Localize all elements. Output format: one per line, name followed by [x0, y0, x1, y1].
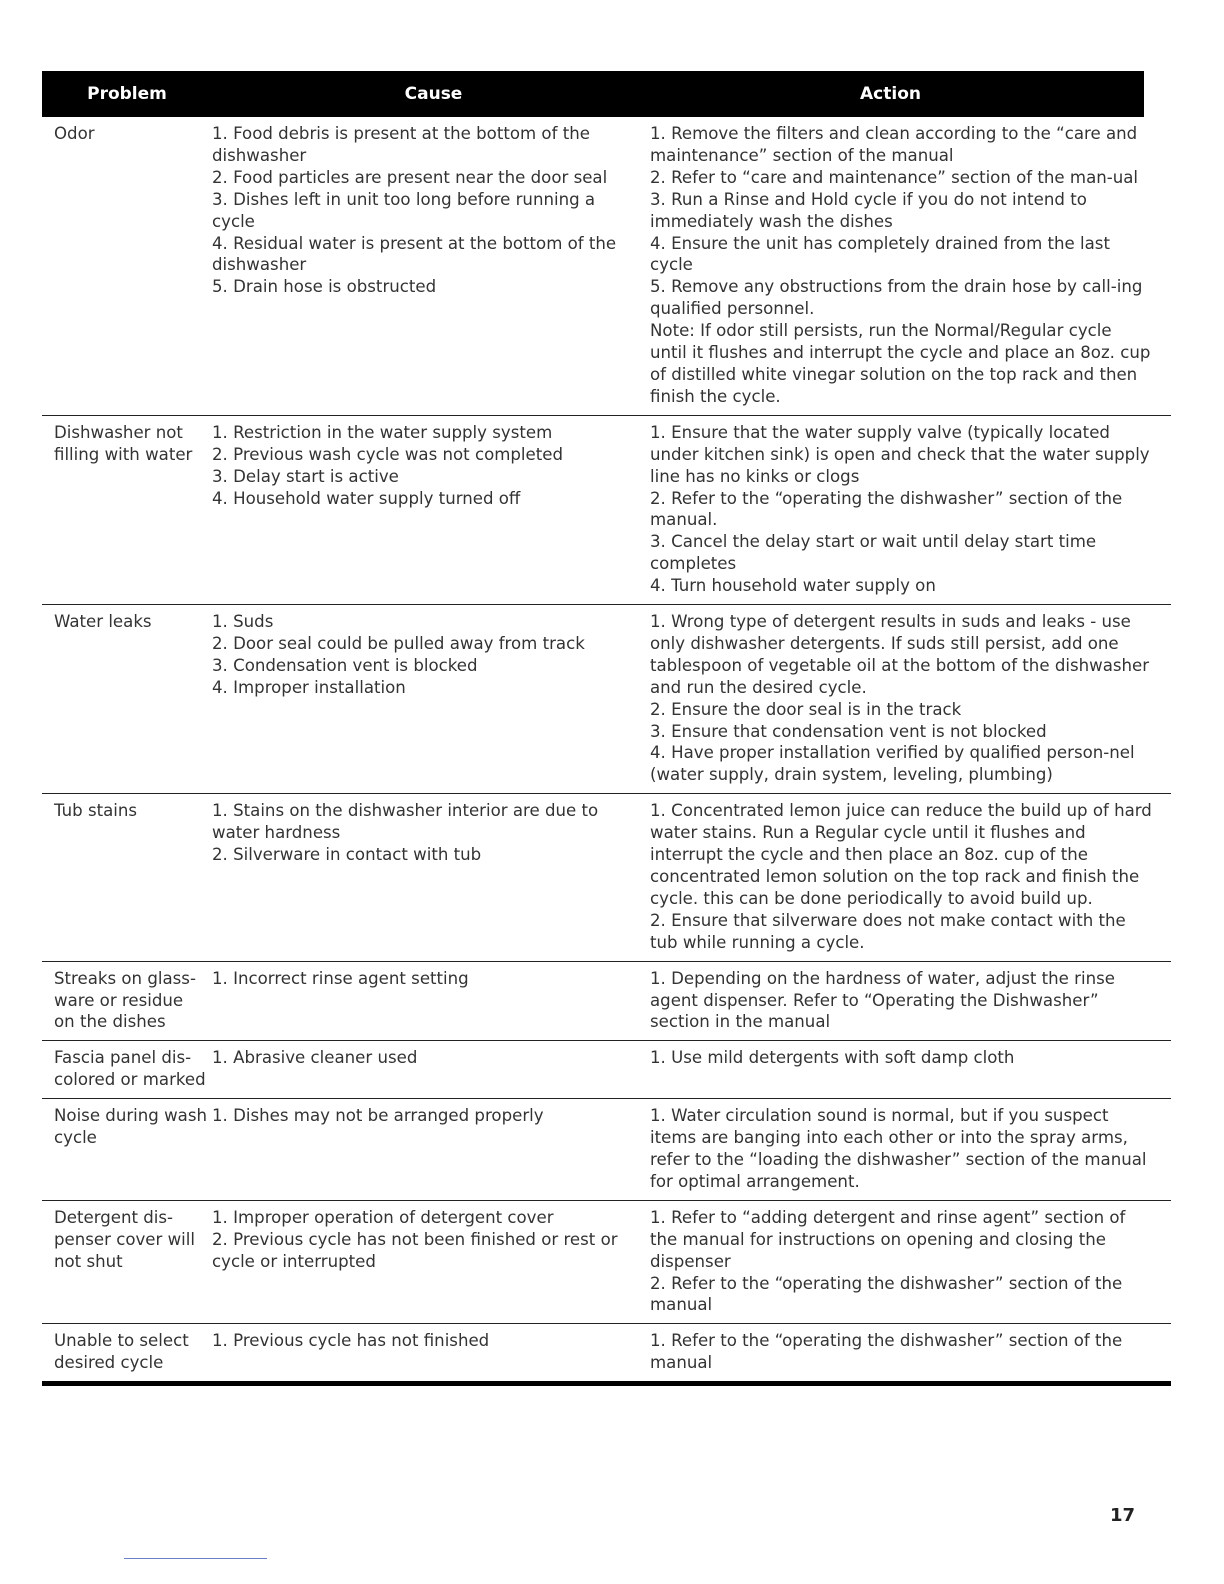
problem-cell: Fascia panel dis-colored or marked	[54, 1048, 206, 1090]
header-problem: Problem	[87, 84, 167, 104]
action-item: 1. Use mild detergents with soft damp cloth	[650, 1048, 1015, 1068]
cause-item: 4. Improper installation	[212, 677, 406, 697]
troubleshooting-table	[42, 71, 1171, 1386]
action-item: 1. Ensure that the water supply valve (typically located under kitchen sink) is open and check that the water supply line has no kinks or clogs	[650, 422, 1150, 486]
action-item: Note: If odor still persists, run the Normal/Regular cycle until it flushes and interrupt the cycle and place an 8oz. cup of distilled white vinegar solution on the top rack and then finish the cycle.	[650, 321, 1151, 406]
cause-item: 1. Suds	[212, 612, 274, 632]
cause-item: 4. Household water supply turned off	[212, 488, 521, 508]
table-header	[42, 71, 1144, 117]
action-item: 2. Refer to the “operating the dishwasher” section of the manual.	[650, 488, 1123, 530]
cause-item: 1. Dishes may not be arranged properly	[212, 1106, 544, 1126]
cause-cell	[212, 1105, 650, 1193]
table-row	[42, 962, 1171, 1042]
action-cell	[650, 611, 1171, 786]
cause-item: 1. Previous cycle has not finished	[212, 1331, 490, 1351]
cause-cell	[212, 422, 650, 597]
action-item: 1. Depending on the hardness of water, adjust the rinse agent dispenser. Refer to “Operating the Dishwasher” section in the manual	[650, 968, 1115, 1032]
action-item: 4. Turn household water supply on	[650, 576, 936, 596]
action-item: 2. Refer to “care and maintenance” section of the man-ual	[650, 167, 1139, 187]
action-item: 1. Refer to the “operating the dishwasher” section of the manual	[650, 1331, 1123, 1373]
problem-cell: Odor	[54, 124, 95, 143]
action-item: 4. Ensure the unit has completely drained from the last cycle	[650, 233, 1110, 275]
cause-item: 1. Food debris is present at the bottom of the dishwasher	[212, 124, 590, 165]
action-cell	[650, 1207, 1171, 1317]
action-cell	[650, 1330, 1171, 1374]
problem-cell: Unable to select desired cycle	[54, 1331, 189, 1373]
cause-item: 1. Restriction in the water supply system	[212, 422, 553, 442]
action-item: 2. Ensure the door seal is in the track	[650, 699, 962, 719]
action-item: 3. Run a Rinse and Hold cycle if you do not intend to immediately wash the dishes	[650, 189, 1087, 231]
problem-cell: Streaks on glass-ware or residue on the dishes	[54, 968, 196, 1032]
action-item: 1. Remove the filters and clean according to the “care and maintenance” section of the manual	[650, 124, 1138, 165]
cause-item: 2. Previous cycle has not been finished or rest or cycle or interrupted	[212, 1229, 618, 1271]
cause-item: 3. Delay start is active	[212, 466, 399, 486]
action-item: 3. Cancel the delay start or wait until delay start time completes	[650, 532, 1097, 574]
cause-cell	[212, 968, 650, 1034]
action-cell	[650, 968, 1171, 1034]
footer-rule	[124, 1558, 267, 1559]
cause-item: 3. Condensation vent is blocked	[212, 655, 478, 675]
action-item: 1. Concentrated lemon juice can reduce the build up of hard water stains. Run a Regular cycle until it flushes and interrupt the cycle and then place an 8oz. cup of the concentrated lemon solution on the top rack and finish the cycle. this can be done periodically to avoid build up.	[650, 801, 1152, 908]
problem-cell: Tub stains	[54, 801, 138, 821]
problem-cell: Detergent dis-penser cover will not shut	[54, 1207, 196, 1271]
cause-cell	[212, 800, 650, 953]
cause-item: 2. Door seal could be pulled away from track	[212, 633, 585, 653]
table-row	[42, 1041, 1171, 1099]
table-row	[42, 416, 1171, 605]
problem-cell: Dishwasher not filling with water	[54, 422, 193, 464]
table-row	[42, 1201, 1171, 1325]
action-cell	[650, 1047, 1171, 1091]
table-body	[42, 117, 1171, 1386]
cause-item: 5. Drain hose is obstructed	[212, 277, 437, 297]
action-item: 2. Ensure that silverware does not make contact with the tub while running a cycle.	[650, 910, 1126, 952]
cause-cell	[212, 123, 650, 408]
cause-cell	[212, 1207, 650, 1317]
problem-cell: Noise during wash cycle	[54, 1106, 208, 1148]
header-cause: Cause	[404, 84, 463, 104]
action-item: 4. Have proper installation verified by qualified person-nel (water supply, drain system, leveling, plumbing)	[650, 743, 1135, 785]
cause-cell	[212, 1330, 650, 1374]
cause-item: 1. Incorrect rinse agent setting	[212, 968, 469, 988]
header-action: Action	[860, 84, 921, 104]
action-cell	[650, 123, 1171, 408]
action-item: 1. Wrong type of detergent results in suds and leaks - use only dishwasher detergents. If suds still persist, add one tablespoon of vegetable oil at the bottom of the dishwasher and run the desired cycle.	[650, 612, 1150, 697]
action-item: 3. Ensure that condensation vent is not blocked	[650, 721, 1047, 741]
action-item: 5. Remove any obstructions from the drain hose by call-ing qualified personnel.	[650, 277, 1143, 319]
action-cell	[650, 422, 1171, 597]
action-cell	[650, 1105, 1171, 1193]
table-row	[42, 117, 1171, 416]
action-item: 1. Refer to “adding detergent and rinse agent” section of the manual for instructions on opening and closing the dispenser	[650, 1207, 1126, 1271]
action-item: 1. Water circulation sound is normal, but if you suspect items are banging into each other or into the spray arms, refer to the “loading the dishwasher” section of the manual for optimal arrangement.	[650, 1106, 1147, 1191]
table-row	[42, 605, 1171, 794]
table-row	[42, 1099, 1171, 1201]
cause-item: 2. Previous wash cycle was not completed	[212, 444, 563, 464]
problem-cell: Water leaks	[54, 612, 152, 632]
cause-item: 1. Abrasive cleaner used	[212, 1048, 418, 1068]
cause-item: 3. Dishes left in unit too long before running a cycle	[212, 189, 596, 231]
action-cell	[650, 800, 1171, 953]
cause-item: 1. Stains on the dishwasher interior are due to water hardness	[212, 801, 599, 843]
action-item: 2. Refer to the “operating the dishwasher” section of the manual	[650, 1273, 1123, 1315]
cause-item: 4. Residual water is present at the bottom of the dishwasher	[212, 233, 617, 275]
cause-item: 2. Food particles are present near the door seal	[212, 167, 608, 187]
page-number: 17	[1110, 1505, 1136, 1526]
table-row	[42, 1324, 1171, 1386]
cause-cell	[212, 1047, 650, 1091]
table-row	[42, 794, 1171, 961]
cause-item: 1. Improper operation of detergent cover	[212, 1207, 554, 1227]
cause-cell	[212, 611, 650, 786]
cause-item: 2. Silverware in contact with tub	[212, 845, 482, 865]
